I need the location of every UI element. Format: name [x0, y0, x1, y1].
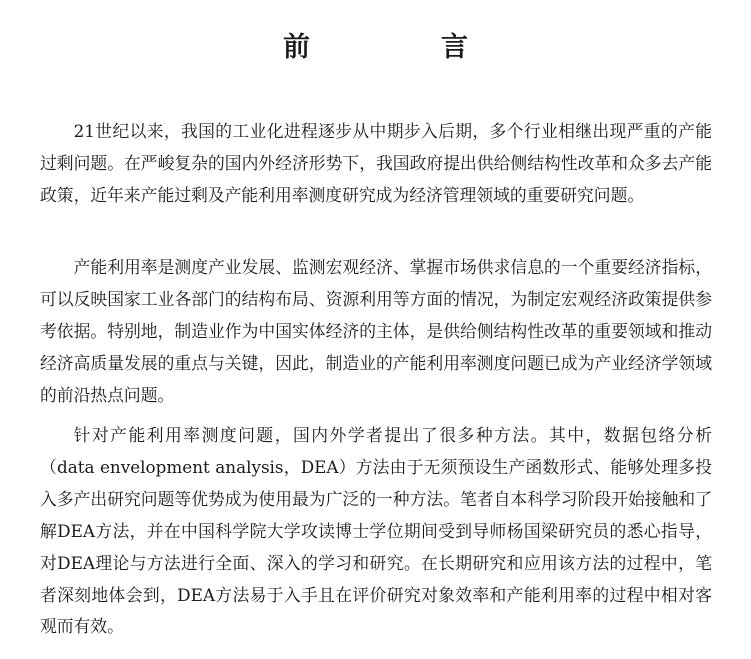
paragraph-1: 21世纪以来，我国的工业化进程逐步从中期步入后期，多个行业相继出现严重的产能过剩问题。在严峻复杂的国内外经济形势下，我国政府提出供给侧结构性改革和众多去产能政策，近年来产能过剩及产能利用率测度研究成为经济管理领域的重要研究问题。 [40, 121, 712, 205]
paragraph-3: 针对产能利用率测度问题，国内外学者提出了很多种方法。其中，数据包络分析（data envelopment analysis，DEA）方法由于无须预设生产函数形式、能够处理多投入多产出研究问题等优势成为使用最为广泛的一种方法。笔者自本科学习阶段开始接触和了解DEA方法，并在中国科学院大学攻读博士学位期间受到导师杨国梁研究员的悉心指导，对DEA理论与方法进行全面、深入的学习和研究。在长期研究和应用该方法的过程中，笔者深刻地体会到，DEA方法易于入手且在评价研究对象效率和产能利用率的过程中相对客观而有效。 [40, 425, 712, 637]
page-title: 前 言 [283, 32, 520, 63]
paragraph-2: 产能利用率是测度产业发展、监测宏观经济、掌握市场供求信息的一个重要经济指标，可以反映国家工业各部门的结构布局、资源利用等方面的情况，为制定宏观经济政策提供参考依据。特别地，制造业作为中国实体经济的主体，是供给侧结构性改革的重要领域和推动经济高质量发展的重点与关键，因此，制造业的产能利用率测度问题已成为产业经济学领域的前沿热点问题。 [40, 257, 712, 405]
